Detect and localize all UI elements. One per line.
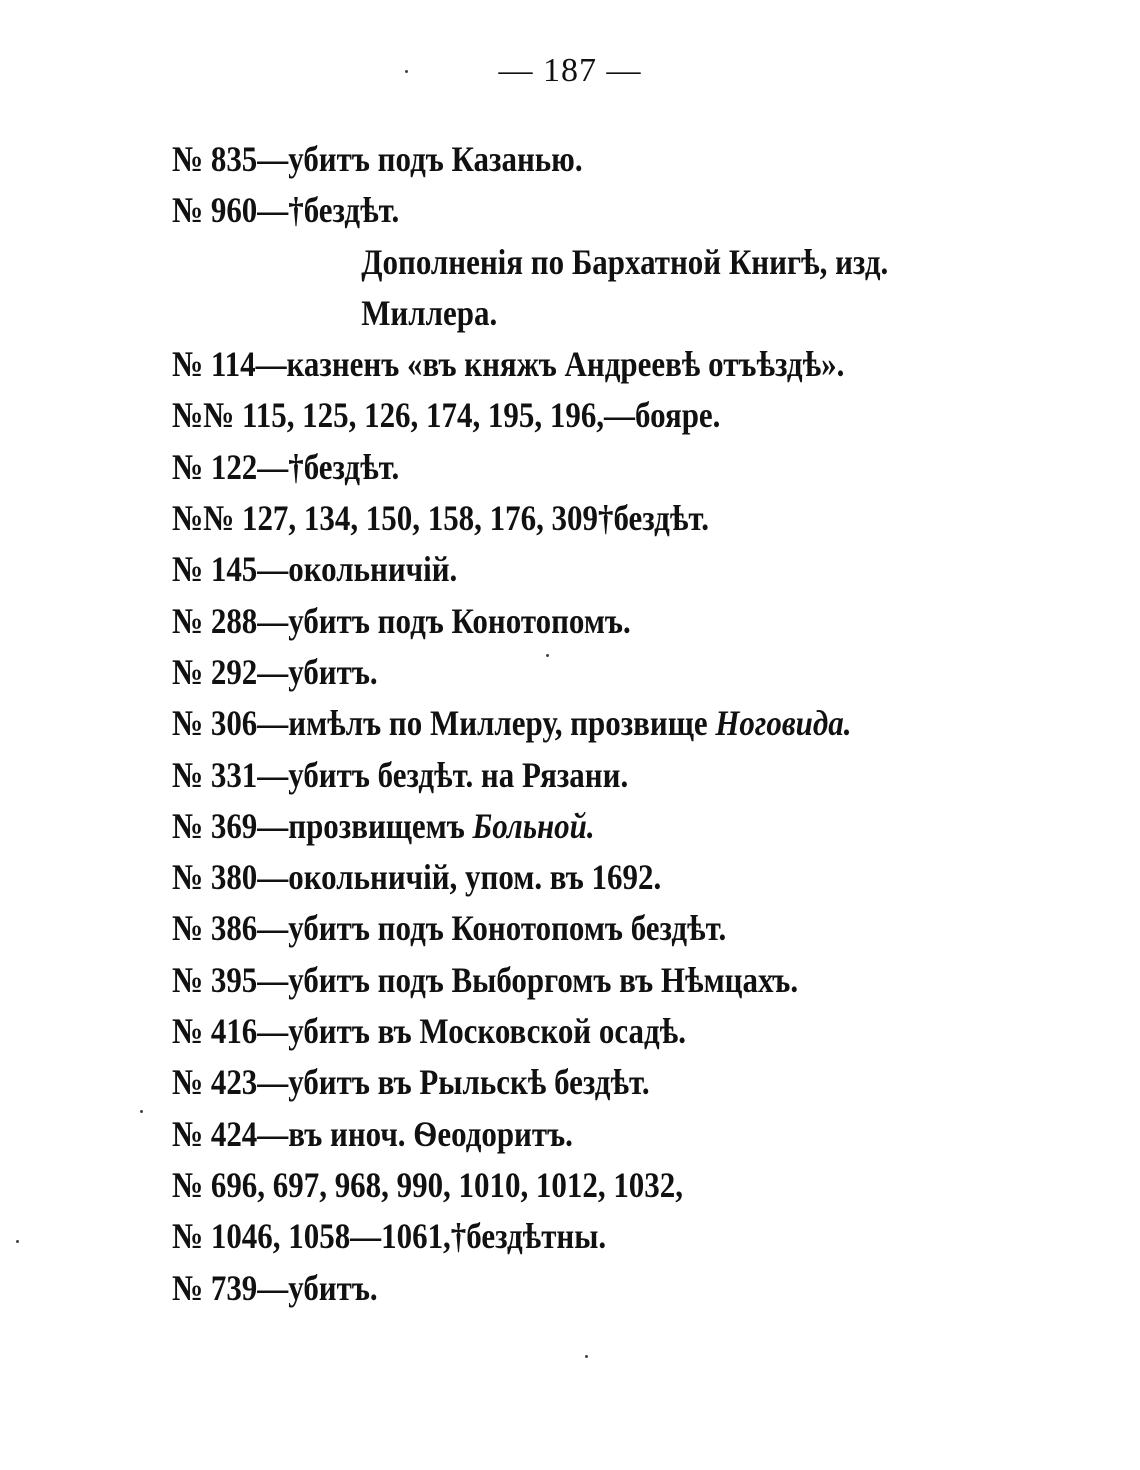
entry-line-with-nickname bbox=[172, 801, 860, 852]
scan-speck bbox=[16, 1240, 19, 1243]
entry-line: № 423—убитъ въ Рыльскѣ бездѣт. bbox=[172, 1062, 650, 1103]
entry-text: № 369—прозвищемъ bbox=[172, 805, 473, 846]
entry-line: № 288—убитъ подъ Конотопомъ. bbox=[172, 600, 631, 641]
entry-line: № 1046, 1058—1061,†бездѣтны. bbox=[172, 1216, 607, 1257]
entry-text: № 306—имѣлъ по Миллеру, прозвище bbox=[172, 703, 716, 744]
entry-line: № 960—†бездѣт. bbox=[172, 190, 400, 231]
entry-line: №№ 127, 134, 150, 158, 176, 309†бездѣт. bbox=[172, 498, 710, 539]
entry-line: № 145—окольничій. bbox=[172, 549, 458, 590]
entry-list bbox=[172, 134, 972, 1314]
entry-line: № 424—въ иноч. Ѳеодоритъ. bbox=[172, 1113, 573, 1154]
page-number: — 187 — bbox=[498, 52, 642, 89]
scan-speck bbox=[585, 1355, 588, 1358]
entry-line: № 696, 697, 968, 990, 1010, 1012, 1032, bbox=[172, 1164, 684, 1205]
entry-line: № 292—убитъ. bbox=[172, 651, 378, 692]
entry-line: № 395—убитъ подъ Выборгомъ въ Нѣмцахъ. bbox=[172, 959, 799, 1000]
entry-line: № 114—казненъ «въ княжъ Андреевѣ отъѣздѣ». bbox=[172, 344, 845, 385]
nickname-italic: Ноговида. bbox=[715, 703, 852, 744]
scan-speck bbox=[140, 1110, 143, 1113]
entry-line: № 380—окольничій, упом. въ 1692. bbox=[172, 857, 662, 898]
scan-speck bbox=[405, 70, 408, 73]
entry-line: № 122—†бездѣт. bbox=[172, 446, 400, 487]
entry-line: № 835—убитъ подъ Казанью. bbox=[172, 139, 583, 179]
section-heading-line-1: Дополненія по Бархатной Книгѣ, изд. bbox=[361, 241, 889, 282]
scan-speck bbox=[546, 654, 549, 657]
entry-line-with-nickname bbox=[172, 698, 860, 749]
entry-line: № 331—убитъ бездѣт. на Рязани. bbox=[172, 754, 629, 795]
entry-line: № 416—убитъ въ Московской осадѣ. bbox=[172, 1011, 686, 1052]
entry-line: №№ 115, 125, 126, 174, 195, 196,—бояре. bbox=[172, 395, 721, 436]
section-heading-line-2: Миллера. bbox=[361, 292, 498, 333]
entry-line: № 739—убитъ. bbox=[172, 1267, 378, 1308]
nickname-italic: Больной. bbox=[472, 805, 595, 846]
entry-line: № 386—убитъ подъ Конотопомъ бездѣт. bbox=[172, 908, 727, 949]
